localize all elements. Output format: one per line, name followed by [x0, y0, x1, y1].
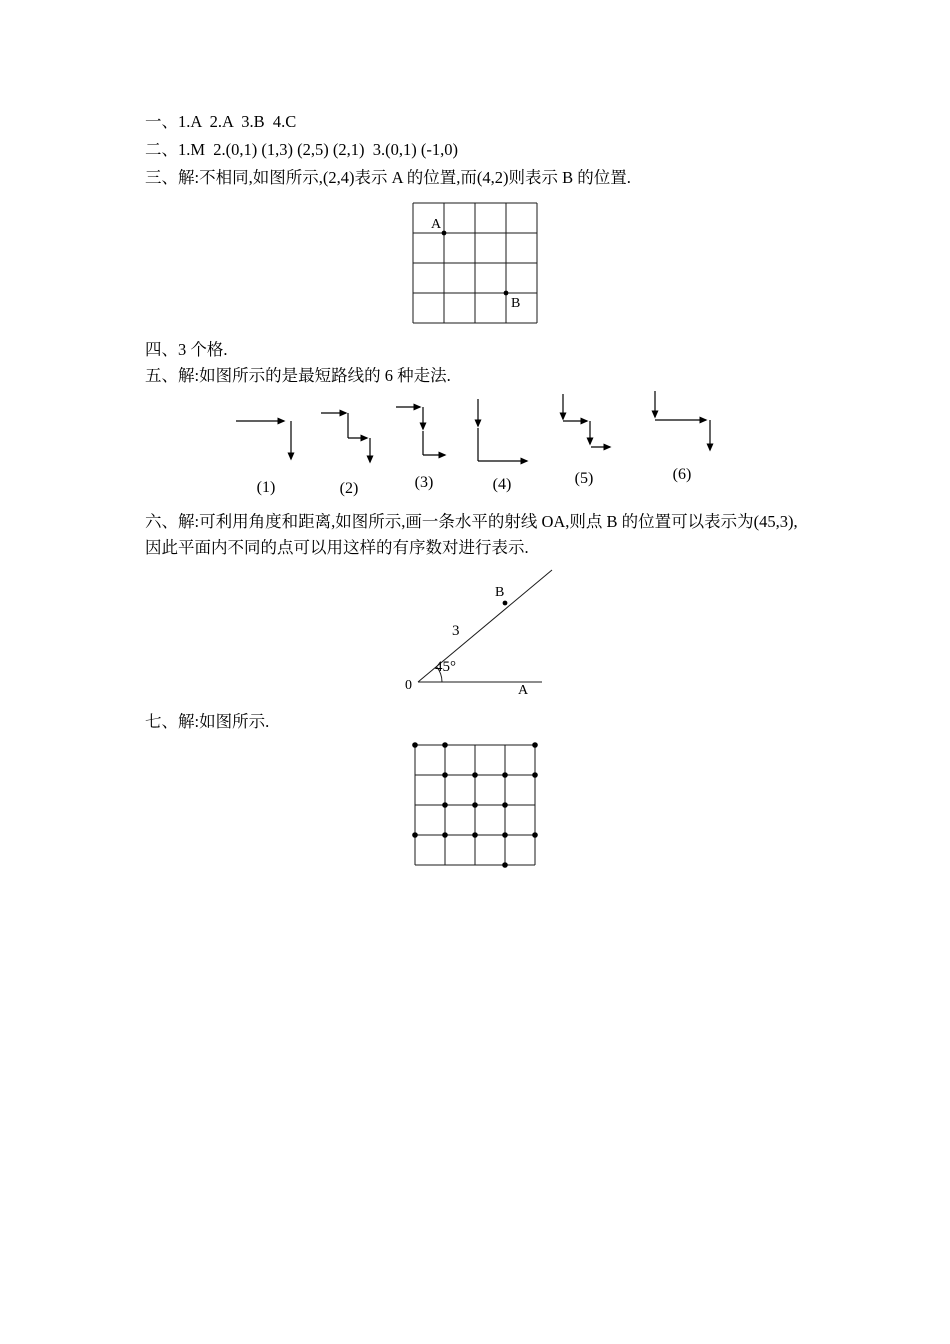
route-5-path	[563, 394, 610, 447]
marked-grid-dot	[442, 742, 448, 748]
route-label-5: (5)	[574, 470, 594, 487]
marked-grid-dot	[472, 832, 478, 838]
answer-line-5: 五、解:如图所示的是最短路线的 6 种走法.	[145, 366, 451, 385]
route-label-4: (4)	[492, 476, 512, 493]
route-figure-5	[553, 393, 615, 457]
route-figure-2	[320, 405, 378, 469]
answer-line-6b: 因此平面内不同的点可以用这样的有序数对进行表示.	[145, 538, 529, 557]
angle-label: 45°	[435, 659, 456, 675]
answer-line-4: 四、3 个格.	[145, 340, 228, 359]
point-b-label: B	[511, 296, 521, 311]
route-2-path	[321, 413, 370, 462]
route-label-2: (2)	[339, 480, 359, 497]
point-b-label: B	[495, 585, 505, 600]
route-figure-4	[470, 398, 534, 466]
point-b-dot	[504, 291, 509, 296]
ray-end-label: A	[518, 683, 529, 698]
route-3-path	[396, 407, 445, 455]
marked-grid-dot	[502, 772, 508, 778]
answer-line-7: 七、解:如图所示.	[145, 712, 270, 731]
marked-grid-dot	[412, 832, 418, 838]
route-label-1: (1)	[256, 479, 276, 496]
answer-line-3: 三、解:不相同,如图所示,(2,4)表示 A 的位置,而(4,2)则表示 B 的位置.	[145, 168, 631, 187]
route-figure-1	[235, 410, 297, 468]
marked-grid-dot	[472, 772, 478, 778]
section6-ray-figure	[402, 563, 582, 699]
marked-grid-dot	[532, 772, 538, 778]
answer-line-2: 二、1.M 2.(0,1) (1,3) (2,5) (2,1) 3.(0,1) (-1,0)	[145, 140, 458, 159]
route-label-3: (3)	[414, 474, 434, 491]
route-figure-3	[395, 400, 453, 462]
section3-grid-figure	[411, 201, 539, 325]
route-label-6: (6)	[672, 466, 692, 483]
route-figure-6	[645, 390, 719, 458]
answer-line-1: 一、1.A 2.A 3.B 4.C	[145, 112, 297, 131]
marked-grid-dot	[532, 832, 538, 838]
marked-grid-dot	[412, 742, 418, 748]
marked-grid-dot	[442, 832, 448, 838]
route-4-path	[478, 399, 527, 461]
marked-grid-dot	[442, 802, 448, 808]
marked-grid-dot	[532, 742, 538, 748]
marked-grid-dot	[472, 802, 478, 808]
marked-grid-dot	[502, 832, 508, 838]
marked-grid-dot	[502, 802, 508, 808]
marked-grid-dot	[442, 772, 448, 778]
answer-line-6a: 六、解:可利用角度和距离,如图所示,画一条水平的射线 OA,则点 B 的位置可以表示为(45,3),	[145, 512, 798, 531]
route-1-path	[236, 421, 291, 459]
route-6-path	[655, 391, 710, 450]
section7-dot-grid-figure	[411, 741, 539, 871]
origin-label: 0	[405, 678, 412, 693]
point-b-dot	[503, 601, 508, 606]
distance-label: 3	[452, 623, 460, 639]
point-a-label: A	[431, 217, 442, 232]
marked-grid-dot	[502, 862, 508, 868]
point-a-dot	[442, 231, 447, 236]
